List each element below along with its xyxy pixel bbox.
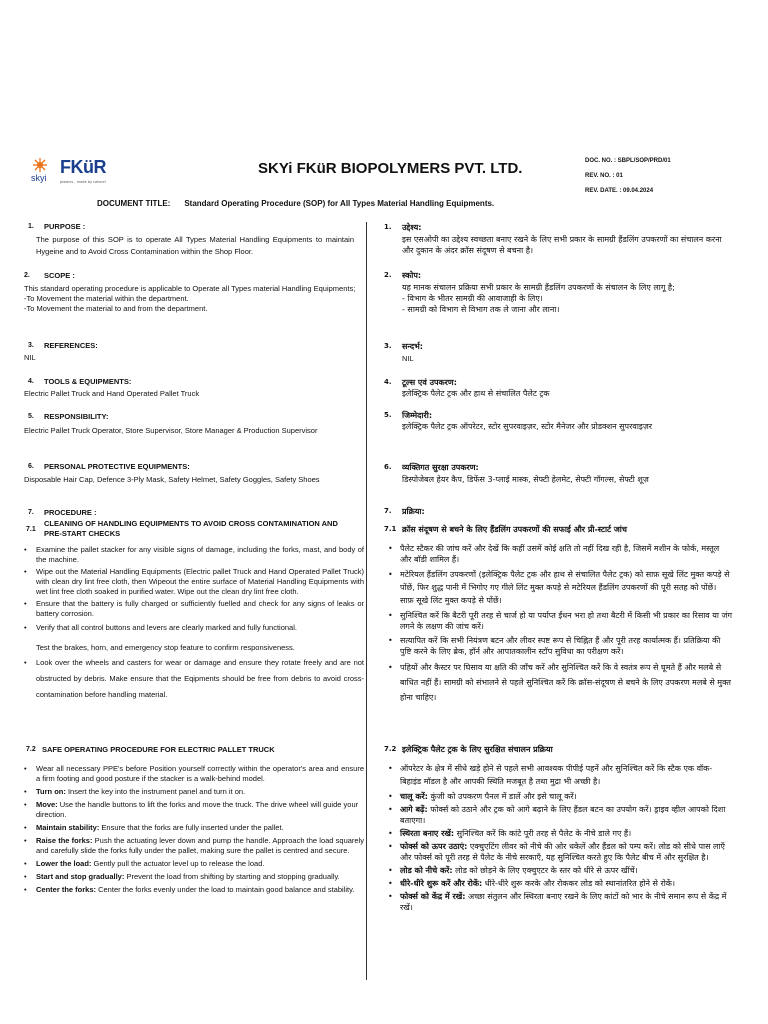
section-number: 2. bbox=[384, 271, 392, 279]
section-heading: PERSONAL PROTECTIVE EQUIPMENTS: bbox=[44, 462, 190, 471]
list-item: • Wear all necessary PPE's before Position yourself correctly within the operator's area and ensure a firm footing and good posture if the stacker is a walk-behind model. bbox=[24, 764, 364, 784]
logo-tagline: plastics - made by nature! bbox=[60, 180, 107, 184]
step-text: सुनिश्चित करें कि कांटे पूरी तरह से पैलेट के नीचे डाले गए हैं। bbox=[454, 829, 632, 838]
step-keyword: धीरे-धीरे शुरू करें और रोकें: bbox=[400, 879, 483, 888]
list-item bbox=[388, 791, 732, 802]
tools-body-hi: इलेक्ट्रिक पैलेट ट्रक और हाथ से संचालित पैलेट ट्रक bbox=[402, 389, 550, 398]
section-heading: जिम्मेदारी: bbox=[402, 411, 433, 420]
section-number: 4. bbox=[384, 378, 392, 386]
section-tools-hi bbox=[384, 377, 457, 388]
section-heading: इलेक्ट्रिक पैलेट ट्रक के लिए सुरक्षित संचालन प्रक्रिया bbox=[402, 745, 553, 754]
step-keyword: Start and stop gradually: bbox=[36, 872, 125, 881]
references-body-hi: NIL bbox=[402, 354, 414, 363]
purpose-body-hi: इस एसओपी का उद्देश्य स्वच्छता बनाए रखने के लिए सभी प्रकार के सामग्री हैंडलिंग उपकरणों का संचालन करना और दुकान के अंदर क्रॉस संदूषण से बचना है। bbox=[402, 235, 722, 255]
section-heading: क्रॉस संदूषण से बचने के लिए हैंडलिंग उपकरणों की सफाई और प्री-स्टार्ट जांच bbox=[402, 525, 627, 534]
step-text: लोड को छोड़ने के लिए एक्चुएटर के स्तर को धीरे से ऊपर खींचें। bbox=[452, 866, 638, 875]
list-item bbox=[24, 859, 364, 869]
list-item bbox=[24, 885, 364, 895]
list-item bbox=[24, 872, 364, 882]
step-keyword: आगे बढ़ें: bbox=[400, 805, 428, 814]
section-scope-hi bbox=[384, 270, 421, 281]
section-heading: PROCEDURE : bbox=[44, 508, 97, 517]
ppe-body-hi: डिस्पोजेबल हेयर कैप, डिफेंस 3-प्लाई मास्क, सेफ्टी हेलमेट, सेफ्टी गॉगल्स, सेफ्टी शूज़ bbox=[402, 475, 649, 484]
section-heading: व्यक्तिगत सुरक्षा उपकरण: bbox=[402, 463, 479, 472]
section-number: 7. bbox=[384, 507, 392, 515]
step-keyword: Raise the forks: bbox=[36, 836, 93, 845]
step-keyword: Lower the load: bbox=[36, 859, 92, 868]
list-item bbox=[388, 891, 732, 913]
tools-body: Electric Pallet Truck and Hand Operated Pallet Truck bbox=[24, 389, 200, 398]
list-item: • पहियों और कैस्टर पर घिसाव या क्षति की जाँच करें और सुनिश्चित करें कि वे स्वतंत्र रूप से घूमते हैं और मलबे से बाधित नहीं हैं। सामग्री को संभालने से पहले सुनिश्चित करें कि क्रॉस-संदूषण से बचने के लिए उपकरण मलबे से मुक्त होना चाहिए। bbox=[388, 660, 732, 705]
section-heading: स्कोप: bbox=[402, 271, 422, 280]
list-item: • सत्यापित करें कि सभी नियंत्रण बटन और लीवर स्पष्ट रूप से चिह्नित हैं और पूरी तरह कार्यात्मक हैं। प्रतिक्रिया की पुष्टि करने के लिए ब्रेक, हॉर्न और आपातकालीन स्टॉप सुविधा का परीक्षण करें। bbox=[388, 635, 732, 657]
step-text: Ensure that the forks are fully inserted under the pallet. bbox=[99, 823, 284, 832]
section-tools bbox=[30, 377, 131, 387]
section-ppe-hi bbox=[384, 462, 479, 473]
section-heading: SAFE OPERATING PROCEDURE FOR ELECTRIC PALLET TRUCK bbox=[42, 745, 275, 754]
operating-steps-hi bbox=[388, 762, 732, 913]
step-text: एक्चुएटिंग लीवर को नीचे की ओर धकेलें और हैंडल को पम्प करें। लोड को सीधे पास लाएँ और फोर्क्स को पूरी तरह से पैलेट के नीचे सरकाएँ, यह सुनिश्चित करते हुए कि पैलेट बीच में और सुरक्षित है। bbox=[400, 842, 725, 862]
section-7-1 bbox=[26, 519, 356, 539]
section-number: 5. bbox=[28, 413, 34, 420]
section-heading: TOOLS & EQUIPMENTS: bbox=[44, 377, 132, 386]
step-keyword: Maintain stability: bbox=[36, 823, 100, 832]
step-text: फोर्क्स को उठाने और ट्रक को आगे बढ़ाने के लिए हैंडल बटन का उपयोग करें। ड्राइव व्हील आपको दिशा बताएगा। bbox=[400, 805, 726, 825]
scope-line: -To Movement the material within the department. bbox=[24, 294, 189, 303]
references-body: NIL bbox=[24, 353, 36, 362]
section-heading: REFERENCES: bbox=[44, 341, 98, 350]
scope-line: - सामग्री को विभाग से विभाग तक ले जाना और लाना। bbox=[402, 305, 560, 314]
section-heading: RESPONSIBILITY: bbox=[44, 412, 109, 421]
section-heading: उद्देश्य: bbox=[402, 223, 422, 232]
list-item bbox=[24, 787, 364, 797]
revision-date: REV. DATE. : 09.04.2024 bbox=[585, 188, 654, 194]
list-item: • पैलेट स्टैकर की जांच करें और देखें कि कहीं उसमें कोई क्षति तो नहीं दिख रही है, जिसमें मशीन के फोर्क, मस्तूल और बॉडी शामिल हैं। bbox=[388, 543, 732, 565]
list-item: • Examine the pallet stacker for any visible signs of damage, including the forks, mast, and body of the machine. bbox=[24, 545, 364, 565]
step-text: Gently pull the actuator level up to release the load. bbox=[91, 859, 265, 868]
purpose-body: The purpose of this SOP is to operate All Types Material Handling Equipments to maintain Hygeine and to Avoid Cross Contamination within the Shop Floor. bbox=[36, 235, 354, 256]
logo-fkur-text: FKüR bbox=[60, 157, 106, 177]
section-number: 1. bbox=[28, 223, 34, 230]
step-keyword: Turn on: bbox=[36, 787, 66, 796]
list-item: • Wipe out the Material Handling Equipments (Electric pallet Truck and Hand Operated Pallet Truck) with clean dry lint free cloth, then Wipeout the entire surface of Material Handling Equipments with wet lint free cloth soaked in purified water. Wipe out the clean dry lint free cloth. bbox=[24, 567, 364, 597]
section-number: 3. bbox=[28, 342, 34, 349]
responsibility-body: Electric Pallet Truck Operator, Store Supervisor, Store Manager & Production Supervisor bbox=[24, 426, 318, 435]
section-heading: टूल्स एवं उपकरण: bbox=[402, 378, 457, 387]
column-divider bbox=[366, 222, 367, 980]
responsibility-body-hi: इलेक्ट्रिक पैलेट ट्रक ऑपरेटर, स्टोर सुपरवाइज़र, स्टोर मैनेजर और प्रोडक्शन सुपरवाइज़र bbox=[402, 422, 653, 431]
ppe-body: Disposable Hair Cap, Defence 3-Ply Mask, Safety Helmet, Safety Goggles, Safety Shoes bbox=[24, 475, 320, 484]
list-item-continuation: Test the brakes, horn, and emergency stop feature to confirm responsiveness. bbox=[36, 643, 295, 652]
section-7-2-hi bbox=[384, 744, 553, 755]
list-item: • Verify that all control buttons and levers are clearly marked and fully functional. bbox=[24, 623, 364, 633]
section-number: 4. bbox=[28, 378, 34, 385]
section-number: 5. bbox=[384, 411, 392, 419]
section-number: 7.1 bbox=[26, 526, 36, 533]
section-number: 6. bbox=[384, 463, 392, 471]
list-item bbox=[388, 841, 732, 863]
list-item: • ऑपरेटर के क्षेत्र में सीधे खड़े होने से पहले सभी आवश्यक पीपीई पहनें और सुनिश्चित करें कि स्टैक एक वॉक-बिहाइंड मॉडल है और आपकी स्थिति मजबूत है तथा मुद्रा भी अच्छी है। bbox=[388, 762, 732, 788]
document-meta bbox=[585, 154, 671, 199]
list-item: • Look over the wheels and casters for wear or damage and ensure they rotate freely and are not obstructed by debris. Make ensure that the Eqipments should be free from debris to avoid cross-contamination before handling material. bbox=[24, 655, 364, 703]
logo-skyi-text: skyi bbox=[31, 173, 47, 183]
document-title-text: Standard Operating Procedure (SOP) for All Types Material Handling Equipments. bbox=[184, 199, 495, 208]
list-item bbox=[24, 836, 364, 856]
step-keyword: फोर्क्स को केंद्र में रखें: bbox=[400, 892, 466, 901]
section-number: 7.2 bbox=[384, 745, 397, 753]
operating-steps bbox=[24, 764, 364, 895]
list-item bbox=[388, 865, 732, 876]
scope-body bbox=[24, 284, 364, 314]
step-text: Prevent the load from shifting by starting and stopping gradually. bbox=[124, 872, 340, 881]
section-number: 7. bbox=[28, 509, 34, 516]
section-heading: प्रक्रिया: bbox=[402, 507, 425, 516]
section-number: 3. bbox=[384, 342, 392, 350]
scope-line: This standard operating procedure is applicable to Operate all Types material Handling Equipments; bbox=[24, 284, 356, 293]
section-purpose-hi bbox=[384, 222, 422, 233]
section-number: 1. bbox=[384, 223, 392, 231]
step-keyword: लोड को नीचे करें: bbox=[400, 866, 453, 875]
section-heading: सन्दर्भ: bbox=[402, 342, 423, 351]
company-logo bbox=[30, 155, 114, 189]
list-item: • मटेरियल हैंडलिंग उपकरणों (इलेक्ट्रिक पैलेट ट्रक और हाथ से संचालित पैलेट ट्रक) को साफ़ सूखे लिंट मुक्त कपड़े से पोंछें, फिर शुद्ध पानी में भिगोए गए गीले लिंट मुक्त कपड़े से मटेरियल हैंडलिंग उपकरणों की पूरी सतह को पोंछें। साफ़ सूखे लिंट मुक्त कपड़े से पोंछें। bbox=[388, 568, 732, 607]
list-item: • Ensure that the battery is fully charged or sufficiently fuelled and check for any signs of leaks or battery corrosion. bbox=[24, 599, 364, 619]
step-keyword: Center the forks: bbox=[36, 885, 97, 894]
step-keyword: स्थिरता बनाए रखें: bbox=[400, 829, 455, 838]
step-keyword: फोर्क्स को ऊपर उठाएं: bbox=[400, 842, 468, 851]
section-number: 7.1 bbox=[384, 525, 397, 533]
revision-number: REV. NO. : 01 bbox=[585, 173, 623, 179]
list-item bbox=[388, 804, 732, 826]
scope-line: -To Movement the material to and from the department. bbox=[24, 304, 208, 313]
list-item bbox=[24, 800, 364, 820]
step-text: Push the actuating lever down and pump the handle. Approach the load squarely and carefully slide the forks fully under the pallet, making sure the pallet is centred and secure. bbox=[36, 836, 364, 855]
list-item bbox=[388, 828, 732, 839]
section-procedure-hi bbox=[384, 506, 425, 517]
section-7-1-hi bbox=[384, 524, 732, 535]
scope-line: - विभाग के भीतर सामग्री की आवाजाही के लिए। bbox=[402, 294, 543, 303]
section-heading: SCOPE : bbox=[44, 271, 75, 280]
step-text: Insert the key into the instrument panel and turn it on. bbox=[65, 787, 246, 796]
section-number: 2. bbox=[24, 272, 30, 279]
doc-number: DOC. NO. : SBPL/SOP/PRD/01 bbox=[585, 158, 671, 164]
section-procedure bbox=[30, 508, 97, 518]
cleaning-checklist bbox=[24, 545, 364, 703]
section-number: 7.2 bbox=[26, 746, 36, 753]
section-scope bbox=[22, 271, 75, 281]
list-item: • सुनिश्चित करें कि बैटरी पूरी तरह से चार्ज हो या पर्याप्त ईंधन भरा हो तथा बैटरी में किसी भी प्रकार का रिसाव या जंग लगने के लक्षण की जांच करें। bbox=[388, 610, 732, 632]
step-text: अच्छा संतुलन और स्थिरता बनाए रखने के लिए कांटों को भार के नीचे समान रूप से केंद्र में रखें। bbox=[400, 892, 727, 912]
company-name: SKYi FKüR BIOPOLYMERS PVT. LTD. bbox=[258, 160, 523, 177]
scope-line: यह मानक संचालन प्रक्रिया सभी प्रकार के सामग्री हैंडलिंग उपकरणों के संचालन के लिए लागू है; bbox=[402, 283, 675, 292]
cleaning-checklist-hi bbox=[388, 543, 732, 705]
section-number: 6. bbox=[28, 463, 34, 470]
step-text: कुंजी को उपकरण पैनल में डालें और इसे चालू करें। bbox=[427, 792, 577, 801]
step-keyword: चालू करें: bbox=[400, 792, 428, 801]
step-text: धीरे-धीरे शुरू करके और रोककर लोड को स्थानांतरित होने से रोकें। bbox=[482, 879, 675, 888]
list-item bbox=[388, 878, 732, 889]
document-title bbox=[97, 199, 494, 208]
step-keyword: Move: bbox=[36, 800, 58, 809]
section-purpose bbox=[30, 222, 85, 232]
section-ppe bbox=[30, 462, 190, 472]
list-item bbox=[24, 823, 364, 833]
section-references bbox=[30, 341, 98, 351]
step-text: Center the forks evenly under the load to maintain good balance and stability. bbox=[96, 885, 355, 894]
section-responsibility bbox=[30, 412, 108, 422]
section-7-2 bbox=[26, 745, 275, 755]
section-heading: CLEANING OF HANDLING EQUIPMENTS TO AVOID CROSS CONTAMINATION AND PRE-START CHECKS bbox=[44, 519, 338, 538]
step-text: Use the handle buttons to lift the forks and move the truck. The drive wheel will guide your direction. bbox=[36, 800, 359, 819]
section-responsibility-hi bbox=[384, 410, 432, 421]
section-heading: PURPOSE : bbox=[44, 222, 86, 231]
document-title-label: DOCUMENT TITLE: bbox=[97, 199, 171, 208]
scope-body-hi bbox=[402, 282, 732, 315]
section-references-hi bbox=[384, 341, 423, 352]
